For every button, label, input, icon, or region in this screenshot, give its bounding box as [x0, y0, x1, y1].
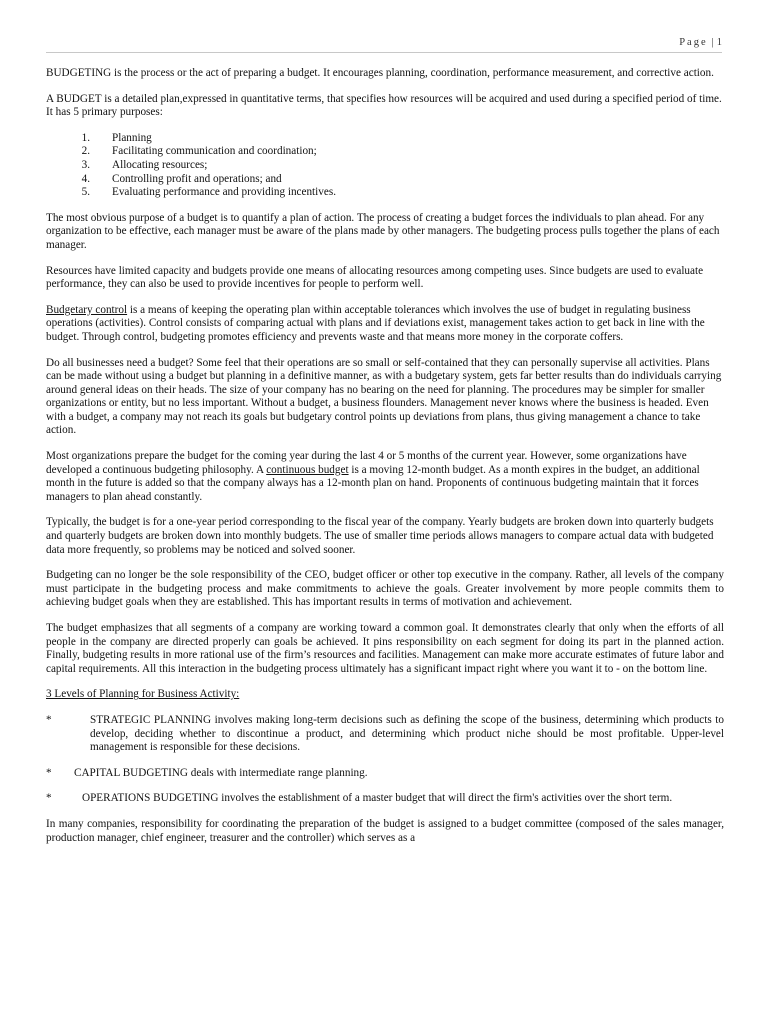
page-number: 1	[716, 37, 722, 48]
document-body	[46, 67, 724, 857]
list-item-number: 5.	[81, 186, 90, 199]
list-item-number: 3.	[81, 158, 90, 171]
asterisk-bullet: *	[46, 792, 52, 805]
asterisk-bullet: *	[46, 766, 52, 779]
list-item	[46, 186, 724, 200]
list-item-text: Planning	[112, 131, 152, 144]
list-item-number: 4.	[81, 172, 90, 185]
paragraph-text: Most organizations prepare the budget for the coming year during the last 4 or 5 months of the current year. However, some organizations have developed a continuous budgeting philosophy. A	[46, 450, 687, 476]
paragraph-text: is a means of keeping the operating plan within acceptable tolerances which involves the use of budget in regulating business operations (activities). Control consists of comparing actual with plans and if deviations exist, management takes action to get back in line with the budget. Through control, budgeting promotes efficiency and prevents waste and that means more money in the corporate coffers.	[46, 303, 705, 343]
paragraph-budgetary-control	[46, 304, 724, 345]
list-item-number: 2.	[81, 145, 90, 158]
page-header	[46, 36, 722, 53]
paragraph-budgeting-definition: BUDGETING is the process or the act of preparing a budget. It encourages planning, coordination, performance measurement, and corrective action.	[46, 67, 714, 79]
paragraph-participation: Budgeting can no longer be the sole responsibility of the CEO, budget officer or other top executive in the company. Rather, all levels of the company must participate in the budgeting process and make commitments to achieve the goals. Greater involvement by more people commits them to achieving budget goals when they are established. This has important results in terms of motivation and achievement.	[46, 569, 724, 609]
list-item	[46, 132, 724, 146]
paragraph-obvious-purpose: The most obvious purpose of a budget is to quantify a plan of action. The process of creating a budget forces the individuals to plan ahead. For any organization to be effective, each manager must be aware of the plans made by other managers. The budgeting process pulls together the plans of each manager.	[46, 211, 720, 251]
paragraph-need-budget: Do all businesses need a budget? Some feel that their operations are so small or self-contained that they can personally supervise all activities. Plans can be made without using a budget but planning in a definitive manner, as with a budgetary system, gets far better results than do individuals carrying around general ideas on their heads. The size of your company has no bearing on the need for planning. The procedures may be simpler for smaller organizations or entity, but no less important. Without a budget, a business flounders. Management never knows where the business is headed. Even with a budget, a company may not reach its goals but budgetary control points up deviations from plans, thus giving management a chance to take action.	[46, 356, 722, 437]
list-item-text: Facilitating communication and coordination;	[112, 145, 317, 158]
level-text: OPERATIONS BUDGETING involves the establishment of a master budget that will direct the firm's activities over the short term.	[82, 792, 673, 805]
paragraph-budget-committee: In many companies, responsibility for coordinating the preparation of the budget is assigned to a budget committee (composed of the sales manager, production manager, chief engineer, treasurer and the controller) which serves as a	[46, 817, 724, 844]
list-item-text: Evaluating performance and providing incentives.	[112, 186, 336, 199]
paragraph-budget-period: Typically, the budget is for a one-year period corresponding to the fiscal year of the company. Yearly budgets are broken down into quarterly budgets and quarterly budgets are broken down into monthly budgets. The use of smaller time periods allows managers to compare actual data with budgeted data more frequently, so problems may be noticed and solved sooner.	[46, 516, 714, 556]
page-word: Page	[679, 37, 708, 48]
paragraph-resources: Resources have limited capacity and budgets provide one means of allocating resources among competing uses. Since budgets are used to evaluate performance, they can also be used to provide incentives for people to perform well.	[46, 264, 704, 291]
level-text: CAPITAL BUDGETING deals with intermediate range planning.	[74, 766, 368, 779]
term-budgetary-control: Budgetary control	[46, 303, 128, 316]
paragraph-common-goal: The budget emphasizes that all segments of a company are working toward a common goal. It demonstrates clearly that only when the efforts of all people in the company are directed properly can goals be achieved. It pins responsibility on each segment for doing its part in the planned action. Finally, budgeting results in more rational use of the firm’s resources and facilities. Management can make more accurate estimates of future labor and capital requirements. All this interaction in the budgeting process ultimately has a significant impact right where you want it to - on the bottom line.	[46, 622, 724, 675]
list-item	[46, 173, 724, 187]
list-item-text: Controlling profit and operations; and	[112, 172, 282, 185]
level-item-operations	[46, 792, 724, 806]
list-item	[46, 145, 724, 159]
paragraph-text: is a moving 12-month budget. As a month expires in the budget, an additional month in the future is added so that the company always has a 12-month plan on hand. Proponents of continuous budgeting maintain that it forces managers to plan ahead constantly.	[46, 463, 700, 503]
asterisk-bullet: *	[46, 713, 52, 726]
level-item-strategic	[46, 714, 724, 755]
list-item-text: Allocating resources;	[112, 158, 208, 171]
level-text: STRATEGIC PLANNING involves making long-term decisions such as defining the scope of the business, determining which products to develop, deciding whether to discontinue a product, and determining which product niche should be most profitable. Upper-level management is responsible for these decisions.	[90, 713, 724, 754]
paragraph-budget-definition: A BUDGET is a detailed plan,expressed in quantitative terms, that specifies how resources will be acquired and used during a specified period of time. It has 5 primary purposes:	[46, 92, 722, 119]
term-continuous-budget: continuous budget	[266, 463, 349, 476]
list-item	[46, 159, 724, 173]
purposes-list	[46, 132, 724, 200]
paragraph-continuous-budget	[46, 450, 724, 504]
level-item-capital	[46, 767, 724, 781]
header-separator: |	[711, 37, 714, 48]
section-heading: 3 Levels of Planning for Business Activity:	[46, 688, 240, 701]
list-item-number: 1.	[81, 131, 90, 144]
